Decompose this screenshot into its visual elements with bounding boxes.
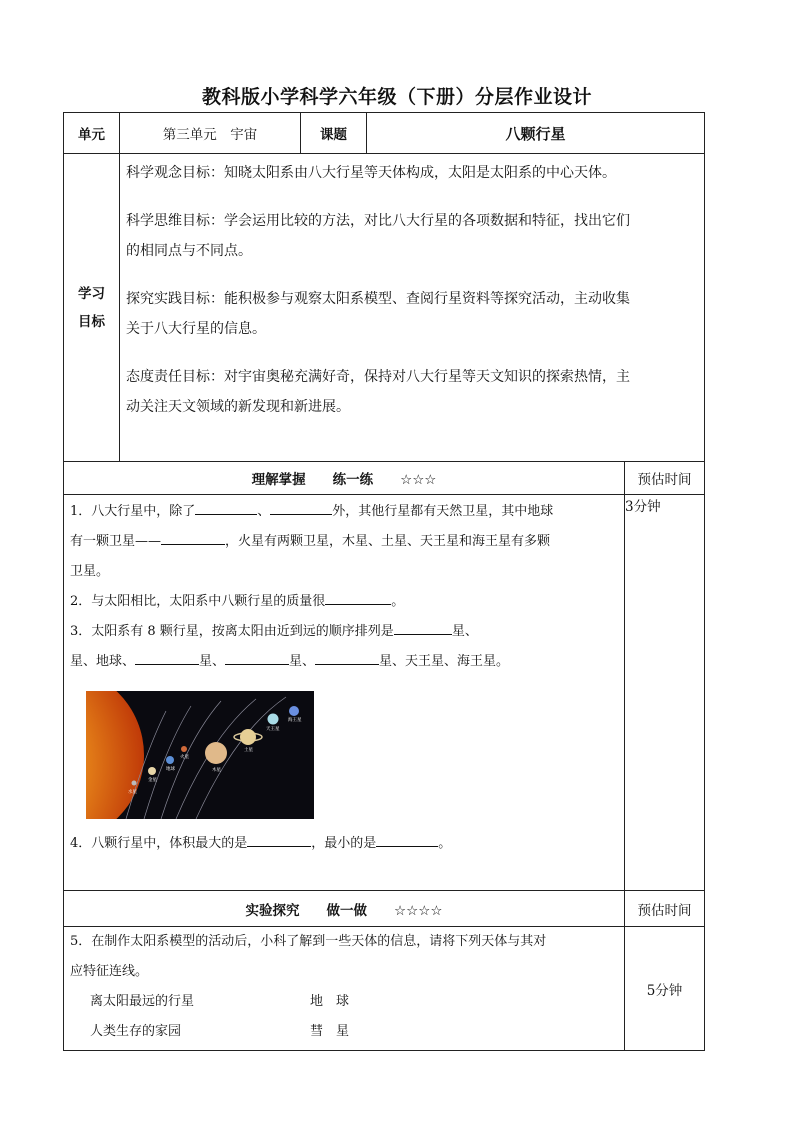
section2-header-row (64, 891, 705, 927)
answer-blank[interactable] (135, 650, 199, 665)
document-title: 教科版小学科学六年级（下册）分层作业设计 (201, 86, 592, 108)
goal-thinking-line1: 科学思维目标：学会运用比较的方法，对比八大行星的各项数据和特征，找出它们 (126, 213, 630, 229)
q4-text-a: 4．八颗行星中，体积最大的是 (70, 836, 248, 851)
section2-time-value: 5分钟 (625, 927, 705, 1051)
question-1-line3: 卫星。 (70, 564, 110, 579)
match-pair (64, 987, 624, 1017)
answer-blank[interactable] (225, 650, 289, 665)
q3-text-e: 星、 (289, 654, 316, 669)
goal-concept (120, 154, 704, 206)
goal-thinking-line2: 的相同点与不同点。 (126, 243, 252, 259)
match-right-item[interactable]: 彗 星 (310, 1024, 350, 1039)
planet-label-saturn: 土星 (244, 748, 253, 753)
question-5-line1: 5．在制作太阳系模型的活动后，小科了解到一些天体的信息，请将下列天体与其对 (70, 934, 547, 949)
section1-time-label: 预估时间 (625, 462, 705, 495)
question-5-line2: 应特征连线。 (70, 964, 149, 979)
q1-text-d: 有一颗卫星—— (70, 534, 162, 549)
topic-label: 课题 (301, 113, 367, 154)
goals-label-line2: 目标 (78, 313, 105, 330)
question-3-line1 (70, 617, 618, 647)
goal-concept-line: 科学观念目标：知晓太阳系由八大行星等天体构成，太阳是太阳系的中心天体。 (126, 165, 616, 181)
goal-attitude (120, 362, 704, 440)
answer-blank[interactable] (394, 620, 452, 635)
jupiter-icon (205, 742, 227, 764)
venus-icon (148, 767, 156, 775)
planet-label-venus: 金星 (148, 778, 157, 783)
goal-attitude-line1: 态度责任目标：对宇宙奥秘充满好奇，保持对八大行星等天文知识的探索热情，主 (126, 369, 630, 385)
q2-text-a: 2．与太阳相比，太阳系中八颗行星的质量很 (70, 594, 326, 609)
match-left-item[interactable]: 离太阳最远的行星 (90, 994, 195, 1009)
section2-content-row (64, 927, 705, 1051)
answer-blank[interactable] (325, 590, 391, 605)
planet-label-mars: 火星 (180, 755, 189, 760)
q3-text-c: 星、地球、 (70, 654, 136, 669)
mars-icon (181, 746, 187, 752)
planet-label-jupiter: 木星 (212, 768, 221, 773)
earth-icon (166, 756, 174, 764)
goals-row (64, 154, 705, 462)
answer-blank[interactable] (315, 650, 379, 665)
neptune-icon (289, 706, 299, 716)
unit-value: 第三单元 宇宙 (120, 113, 301, 154)
solar-system-image (86, 691, 314, 819)
question-1-line1 (70, 497, 618, 527)
section2-time-label: 预估时间 (625, 891, 705, 927)
q4-text-b: ，最小的是 (311, 836, 377, 851)
match-right-item[interactable]: 地 球 (310, 994, 350, 1009)
question-2 (70, 587, 618, 617)
answer-blank[interactable] (270, 500, 332, 515)
goals-label (64, 154, 120, 462)
q1-text-b: 、 (257, 504, 271, 519)
answer-blank[interactable] (376, 832, 438, 847)
goal-thinking (120, 206, 704, 284)
saturn-icon (240, 729, 256, 745)
section1-time-value: 3分钟 (625, 495, 705, 891)
goal-practice-line1: 探究实践目标：能积极参与观察太阳系模型、查阅行星资料等探究活动，主动收集 (126, 291, 630, 307)
q1-text-a: 1．八大行星中，除了 (70, 504, 196, 519)
section2-questions (64, 927, 625, 1051)
q1-text-e: ，火星有两颗卫星，木星、土星、天王星和海王星有多颗 (225, 534, 551, 549)
question-4 (70, 829, 618, 859)
topic-value: 八颗行星 (367, 113, 705, 154)
answer-blank[interactable] (161, 530, 225, 545)
planet-label-neptune: 海王星 (288, 718, 302, 723)
planet-label-earth: 地球 (166, 767, 175, 772)
q3-text-a: 3．太阳系有 8 颗行星，按离太阳由近到远的顺序排列是 (70, 624, 394, 639)
goal-practice-line2: 关于八大行星的信息。 (126, 321, 266, 337)
answer-blank[interactable] (195, 500, 257, 515)
goals-label-line1: 学习 (78, 285, 105, 302)
mercury-icon (132, 781, 137, 786)
section1-heading: 理解掌握 练一练 ☆☆☆ (64, 462, 625, 495)
match-left-item[interactable]: 人类生存的家园 (90, 1024, 182, 1039)
section1-questions (64, 495, 625, 891)
q3-text-b: 星、 (451, 624, 478, 639)
unit-label: 单元 (64, 113, 120, 154)
planet-label-uranus: 天王星 (266, 727, 280, 732)
q1-text-c: 外，其他行星都有天然卫星，其中地球 (332, 504, 554, 519)
section2-heading: 实验探究 做一做 ☆☆☆☆ (64, 891, 625, 927)
planet-label-mercury: 水星 (128, 790, 137, 795)
section1-header-row (64, 462, 705, 495)
section1-content-row (64, 495, 705, 891)
match-pair (64, 1017, 624, 1047)
uranus-icon (268, 714, 279, 725)
goals-content (120, 154, 705, 462)
question-1-line2 (70, 527, 618, 557)
goal-practice (120, 284, 704, 362)
q4-text-c: 。 (438, 836, 452, 851)
goal-attitude-line2: 动关注天文领域的新发现和新进展。 (126, 399, 350, 415)
q2-text-b: 。 (391, 594, 405, 609)
header-row (64, 113, 705, 154)
answer-blank[interactable] (247, 832, 311, 847)
q3-text-d: 星、 (199, 654, 226, 669)
q3-text-f: 星、天王星、海王星。 (379, 654, 510, 669)
homework-table (63, 112, 705, 1051)
question-3-line2 (70, 647, 618, 677)
